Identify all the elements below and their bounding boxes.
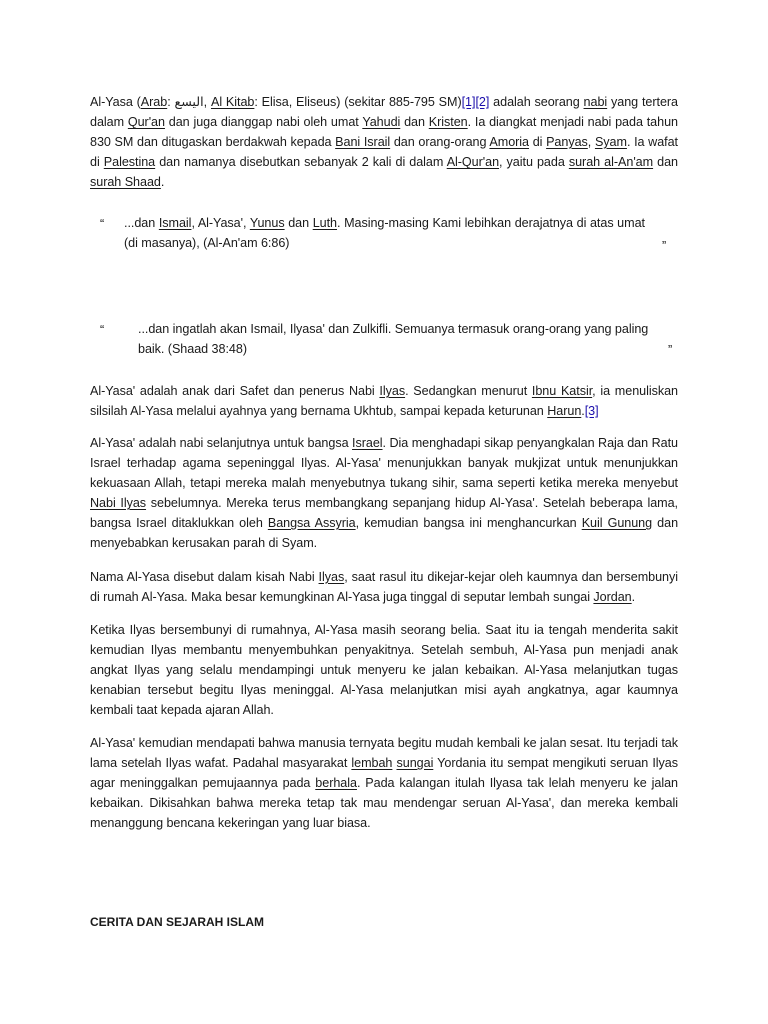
link-ilyas[interactable]: Ilyas: [318, 570, 345, 584]
link-al-quran[interactable]: Al-Qur'an: [446, 155, 500, 169]
text-run: Al-Yasa' adalah anak dari Safet dan penerus Nabi: [90, 384, 380, 398]
link-berhala[interactable]: berhala: [315, 776, 357, 790]
link-israel[interactable]: Israel: [352, 436, 383, 450]
link-jordan[interactable]: Jordan: [593, 590, 632, 604]
quote-close-mark: ”: [668, 343, 673, 357]
text-run: , kemudian bangsa ini menghancurkan: [355, 516, 582, 530]
text-run: .: [631, 590, 636, 604]
text-run: . Dia menghadapi sikap penyangkalan Raja dan Ratu Israel terhadap agama sepeninggal Ilyas. Al-Yasa' menunjukkan banyak mukjizat untuk menunjukkan kekuasaan Allah, tetapi mereka malah menyebutnya tukang sihir, sama seperti ketika mereka menyebut: [90, 436, 678, 490]
text-run: . Sedangkan menurut: [405, 384, 532, 398]
text-run: . Ia diangkat menjadi nabi pada tahun 830 SM dan ditugaskan berdakwah kepada: [90, 115, 678, 149]
link-surah-al-anam[interactable]: surah al-An'am: [568, 155, 654, 169]
text-run: . Pada kalangan itulah Ilyasa tak lelah menyeru ke jalan kebaikan. Dikisahkan bahwa mereka tetap tak mau mendengar seruan Al-Yasa', dan mereka kembali menanggung bencana kekeringan yang luar biasa.: [90, 776, 678, 830]
paragraph-after-ilyas: [90, 733, 678, 833]
link-yahudi[interactable]: Yahudi: [362, 115, 401, 129]
footnote-ref-2[interactable]: [2]: [475, 95, 490, 109]
link-surah-shaad[interactable]: surah Shaad: [90, 175, 161, 189]
link-quran[interactable]: Qur'an: [127, 115, 165, 129]
text-run: di: [529, 135, 547, 149]
text-run: . Ia wafat di: [90, 135, 678, 169]
text-run: yang tertera dalam: [90, 95, 678, 129]
text-run: , saat rasul itu dikejar-kejar oleh kaumnya dan bersembunyi di rumah Al-Yasa. Maka besar kemungkinan Al-Yasa juga tinggal di seputar lembah sungai: [90, 570, 678, 604]
text-run: dan menyebabkan kerusakan parah di Syam.: [90, 516, 679, 550]
text-run: , Al-Yasa',: [191, 216, 250, 230]
text-run: Al-Yasa (: [90, 95, 141, 109]
link-harun[interactable]: Harun: [547, 404, 582, 418]
quote-open-mark: “: [100, 323, 105, 337]
link-luth[interactable]: Luth: [312, 216, 338, 230]
quote-open-mark: “: [100, 217, 105, 231]
link-yunus[interactable]: Yunus: [249, 216, 285, 230]
text-run: : اليسع,: [167, 95, 211, 109]
text-run: adalah seorang: [489, 95, 584, 109]
text-run: dan: [400, 115, 429, 129]
link-panyas[interactable]: Panyas: [546, 135, 588, 149]
link-ibnu-katsir[interactable]: Ibnu Katsir: [531, 384, 593, 398]
link-amoria[interactable]: Amoria: [489, 135, 530, 149]
quote-block-2: ...dan ingatlah akan Ismail, Ilyasa' dan Zulkifli. Semuanya termasuk orang-orang yang paling baik. (Shaad 38:48): [138, 322, 649, 356]
text-run: Nama Al-Yasa disebut dalam kisah Nabi: [90, 570, 319, 584]
text-run: , yaitu pada: [499, 155, 569, 169]
link-kristen[interactable]: Kristen: [428, 115, 468, 129]
link-nabi-ilyas[interactable]: Nabi Ilyas: [90, 496, 147, 510]
section-heading: CERITA DAN SEJARAH ISLAM: [90, 915, 265, 929]
paragraph-lineage: [90, 381, 678, 421]
link-bani-israil[interactable]: Bani Israil: [335, 135, 391, 149]
link-lembah[interactable]: lembah: [351, 756, 393, 770]
quote-close-mark: ”: [662, 239, 667, 253]
text-run: dan juga dianggap nabi oleh umat: [164, 115, 363, 129]
text-run: .: [160, 175, 165, 189]
text-run: dan: [284, 216, 313, 230]
text-run: . Masing-masing Kami lebihkan derajatnya di atas umat (di masanya), (Al-An'am 6:86): [124, 216, 645, 250]
text-run: : Elisa, Eliseus) (sekitar 885-795 SM): [254, 95, 462, 109]
text-run: Al-Yasa' adalah nabi selanjutnya untuk bangsa: [90, 436, 353, 450]
text-run: Yordania itu sempat mengikuti seruan Ilyas agar meninggalkan pemujaannya pada: [90, 756, 678, 790]
link-sungai[interactable]: sungai: [396, 756, 434, 770]
link-ilyas[interactable]: Ilyas: [379, 384, 406, 398]
text-run: .: [581, 404, 585, 418]
quote-block-1: [124, 213, 645, 253]
link-kuil-gunung[interactable]: Kuil Gunung: [581, 516, 653, 530]
link-syam[interactable]: Syam: [594, 135, 627, 149]
paragraph-youth: Ketika Ilyas bersembunyi di rumahnya, Al-Yasa masih seorang belia. Saat itu ia tengah menderita sakit kemudian Ilyas membantu menyembuhkan penyakitnya. Setelah sembuh, Al-Yasa pun menjadi anak angkat Ilyas yang selalu mendampingi untuk menyeru ke jalan kebaikan. Al-Yasa melanjutkan tugas kenabian tersebut begitu Ilyas meninggal. Al-Yasa melanjutkan misi ayah angkatnya, agar kaumnya kembali taat kepada ajaran Allah.: [90, 623, 678, 717]
footnote-ref-3[interactable]: [3]: [584, 404, 599, 418]
paragraph-prophethood: [90, 433, 678, 553]
link-ismail[interactable]: Ismail: [158, 216, 192, 230]
text-run: dan orang-orang: [390, 135, 490, 149]
paragraph-name: [90, 567, 678, 607]
link-arab[interactable]: Arab: [140, 95, 168, 109]
text-run: dan namanya disebutkan sebanyak 2 kali di dalam: [155, 155, 447, 169]
text-run: sebelumnya. Mereka terus membangkang sepanjang hidup Al-Yasa'. Setelah beberapa lama, bangsa Israel ditaklukkan oleh: [90, 496, 678, 530]
text-run: ...dan: [124, 216, 159, 230]
link-al-kitab[interactable]: Al Kitab: [210, 95, 255, 109]
link-bangsa-assyria[interactable]: Bangsa Assyria: [267, 516, 356, 530]
intro-paragraph: [90, 92, 678, 192]
footnote-ref-1[interactable]: [1]: [461, 95, 476, 109]
text-run: ,: [587, 135, 595, 149]
text-run: Al-Yasa' kemudian mendapati bahwa manusia ternyata begitu mudah kembali ke jalan sesat. Itu terjadi tak lama setelah Ilyas wafat. Padahal masyarakat: [90, 736, 678, 770]
text-run: dan: [653, 155, 679, 169]
text-run: , ia menuliskan silsilah Al-Yasa melalui ayahnya yang bernama Ukhtub, sampai kepada keturunan: [90, 384, 678, 418]
link-palestina[interactable]: Palestina: [103, 155, 156, 169]
link-nabi[interactable]: nabi: [583, 95, 608, 109]
